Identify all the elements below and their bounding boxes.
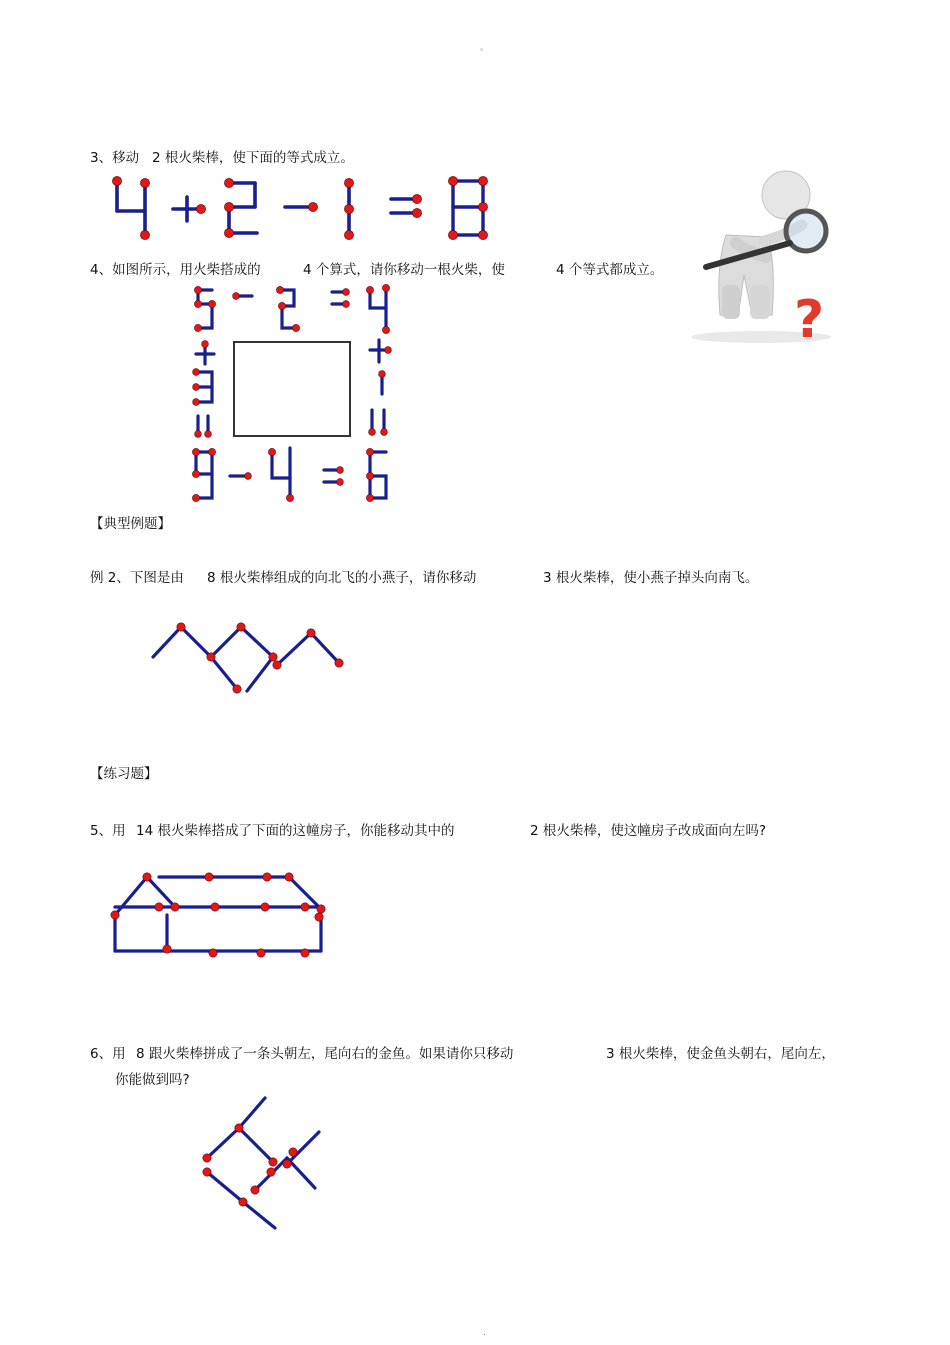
q3-digit-4 xyxy=(112,176,149,239)
thinking-figure-illustration xyxy=(676,165,846,350)
q3-digit-8 xyxy=(448,176,487,239)
ex2-text-2: 8 根火柴棒组成的向北飞的小燕子，请你移动 xyxy=(207,570,477,586)
q3-matchstick-equation xyxy=(105,175,505,245)
q5-text-3: 2 根火柴棒，使这幢房子改成面向左吗? xyxy=(530,823,767,839)
q3-digit-2 xyxy=(224,178,257,237)
q3-equals xyxy=(391,194,422,217)
ex2-swallow-figure xyxy=(145,615,355,700)
q5-text-2: 14 根火柴棒搭成了下面的这幢房子，你能移动其中的 xyxy=(136,823,455,839)
ex2-text-1: 例 2、下图是由 xyxy=(90,570,184,586)
footer-mark: . xyxy=(483,1328,486,1338)
question-mark-icon: ? xyxy=(794,290,825,350)
q5-house-figure xyxy=(105,865,335,965)
q3-text-1: 3、移动 xyxy=(90,150,140,166)
q4-center-square xyxy=(234,342,350,436)
q4-text-3: 4 个等式都成立。 xyxy=(556,262,664,278)
header-mark: 。 xyxy=(480,43,490,53)
q4-text-1: 4、如图所示，用火柴搭成的 xyxy=(90,262,261,278)
q3-minus xyxy=(285,202,318,211)
q6-goldfish-figure xyxy=(195,1090,325,1230)
section-typical-examples: 【典型例题】 xyxy=(90,516,171,532)
q4-left-column xyxy=(193,341,214,438)
q6-text-3: 3 根火柴棒，使金鱼头朝右，尾向左， xyxy=(606,1046,835,1062)
q4-top-equation xyxy=(194,284,389,333)
q4-right-column xyxy=(369,340,392,435)
q4-matchstick-square-puzzle xyxy=(186,282,401,507)
q6-text-4: 你能做到吗? xyxy=(115,1072,190,1088)
q3-text-2: 2 根火柴棒，使下面的等式成立。 xyxy=(152,150,354,166)
section-practice: 【练习题】 xyxy=(90,766,158,782)
q3-plus xyxy=(173,197,206,221)
q4-bottom-equation xyxy=(192,448,386,502)
q6-text-2: 8 跟火柴棒拼成了一条头朝左，尾向右的金鱼。如果请你只移动 xyxy=(136,1046,514,1062)
q5-text-1: 5、用 xyxy=(90,823,126,839)
ex2-text-3: 3 根火柴棒，使小燕子掉头向南飞。 xyxy=(543,570,759,586)
q6-text-1: 6、用 xyxy=(90,1046,126,1062)
q4-text-2: 4 个算式，请你移动一根火柴，使 xyxy=(303,262,505,278)
q3-digit-1 xyxy=(344,178,353,239)
